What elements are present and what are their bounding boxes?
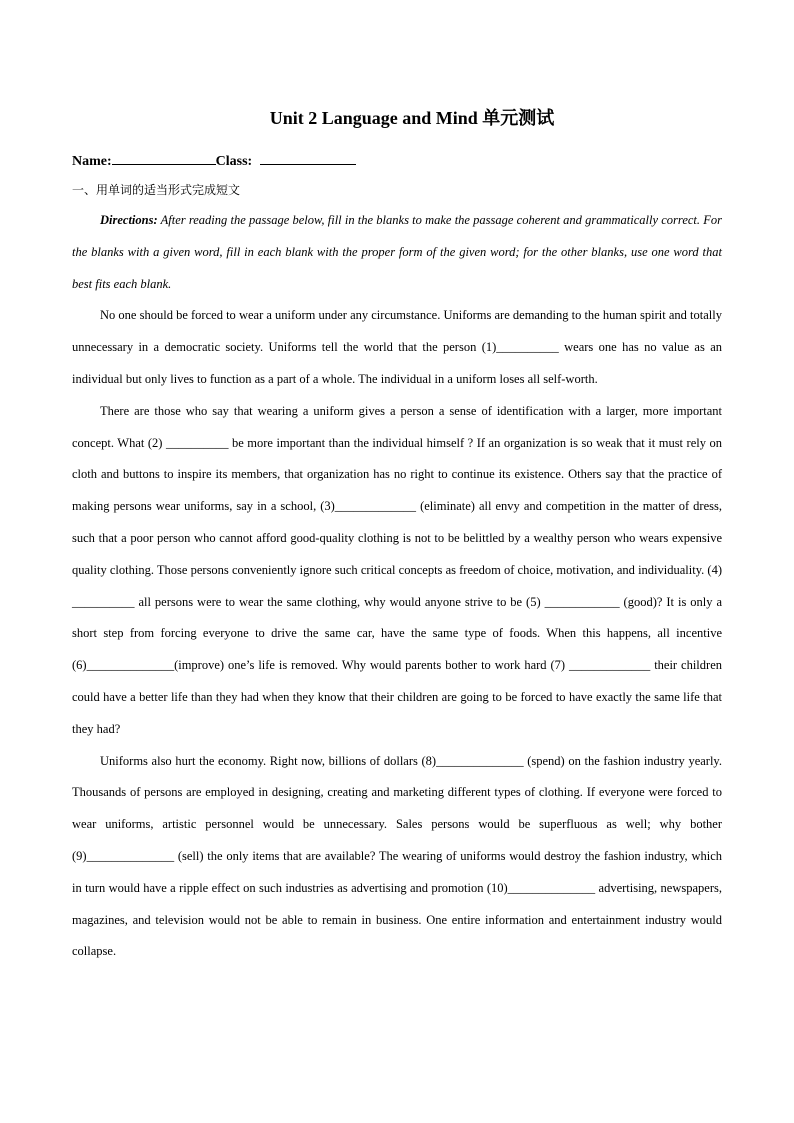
name-label: Name: [72, 154, 112, 169]
passage-paragraph-3: Uniforms also hurt the economy. Right now, billions of dollars (8)______________ (spend) on the fashion industry yearly. Thousands of persons are employed in designing, creating and marketing different types of clothing. If everyone were forced to wear uniforms, artistic personnel would be unnecessary. Sales persons would be superfluous as well; why bother (9)______________ (sell) the only items that are available? The wearing of uniforms would destroy the fashion industry, which in turn would have a ripple effect on such industries as advertising and promotion (10)______________ advertising, newspapers, magazines, and television would not be able to remain in business. One entire information and entertainment industry would collapse. [72, 753, 722, 959]
passage-paragraph-1: No one should be forced to wear a uniform under any circumstance. Uniforms are demanding to the human spirit and totally unnecessary in a democratic society. Uniforms tell the world that the person (1)__________ wears one has no value as an individual but only lives to function as a part of a whole. The individual in a uniform loses all self-worth. [72, 308, 722, 386]
directions [72, 205, 722, 300]
directions-text: After reading the passage below, fill in the blanks to make the passage coherent and grammatically correct. For the blanks with a given word, fill in each blank with the proper form of the given word; for the other blanks, use one word that best fits each blank. [72, 213, 722, 291]
section-heading: 一、用单词的适当形式完成短文 [72, 183, 241, 197]
document-page [72, 100, 722, 968]
class-label: Class: [215, 154, 253, 169]
directions-label: Directions: [100, 213, 158, 227]
class-blank[interactable] [260, 150, 356, 165]
name-class-row [72, 150, 722, 173]
page-title: Unit 2 Language and Mind 单元测试 [269, 108, 555, 128]
name-blank[interactable] [112, 150, 216, 165]
passage-paragraph-2: There are those who say that wearing a uniform gives a person a sense of identification with a larger, more important concept. What (2) __________ be more important than the individual himself ? If an organization is so weak that it must rely on cloth and buttons to inspire its members, that organization has no right to continue its existence. Others say that the practice of making persons wear uniforms, say in a school, (3)_____________ (eliminate) all envy and competition in the matter of dress, such that a poor person who cannot afford good-quality clothing is not to be belittled by a wealthy person who wears expensive quality clothing. Those persons conveniently ignore such critical concepts as freedom of choice, motivation, and individuality. (4) __________ all persons were to wear the same clothing, why would anyone strive to be (5) ____________ (good)? It is only a short step from forcing everyone to drive the same car, have the same type of foods. When this happens, all incentive (6)______________(improve) one’s life is removed. Why would parents bother to work hard (7) _____________ their children could have a better life than they had when they know that their children are going to be forced to have exactly the same life that they had? [72, 403, 722, 736]
